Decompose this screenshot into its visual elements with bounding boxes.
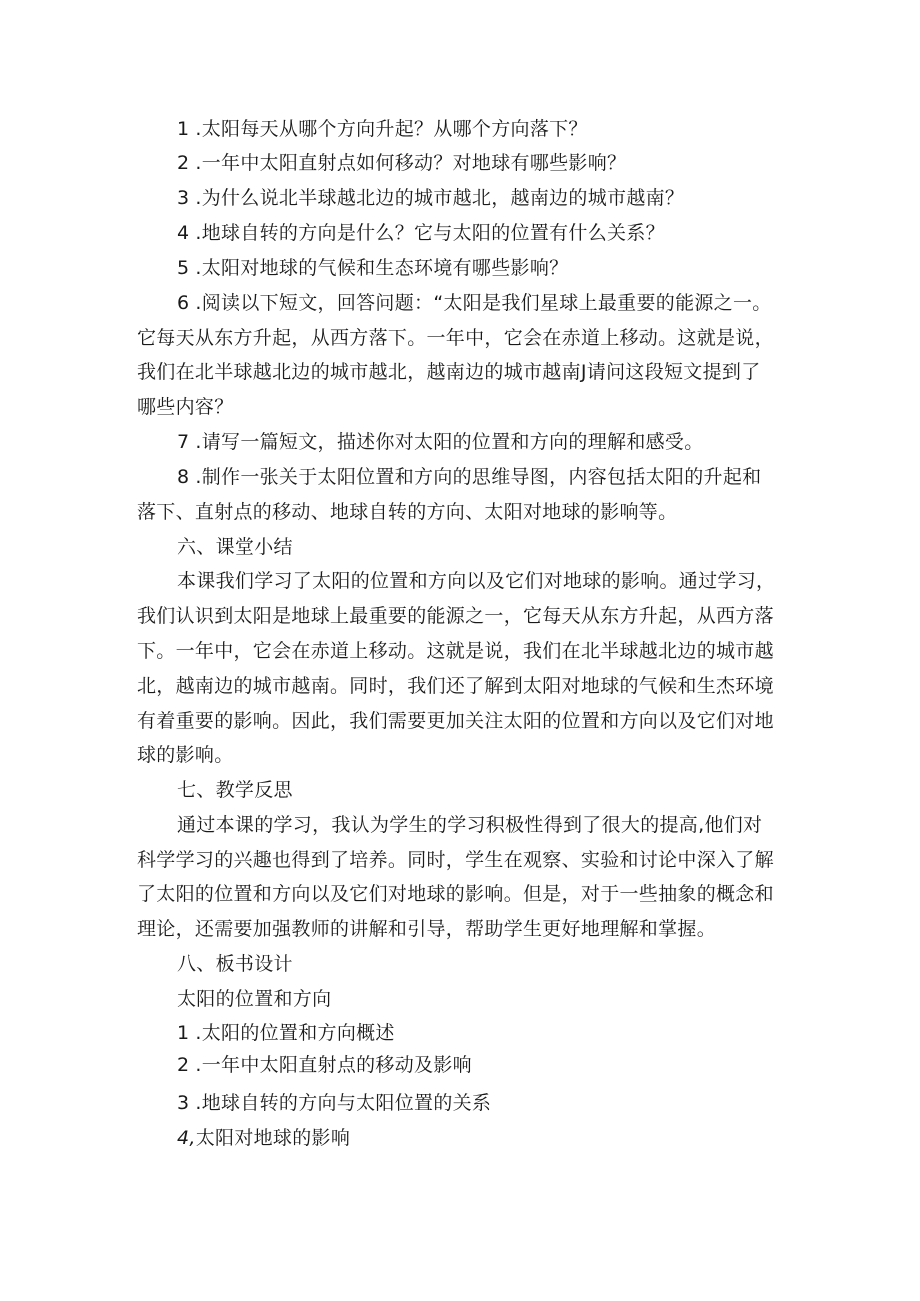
item-text: 太阳对地球的影响 (195, 1127, 351, 1149)
reflection-line-4 (0, 917, 920, 941)
question-number: 5 (177, 257, 190, 279)
question-3 (0, 186, 920, 210)
board-item-2 (0, 1053, 920, 1077)
question-6-line-2 (0, 326, 920, 350)
question-text: .地球自转的方向是什么？它与太阳的位置有什么关系？ (195, 222, 665, 244)
summary-line-4 (0, 674, 920, 698)
paragraph-text: 下。一年中，它会在赤道上移动。这就是说，我们在北半球越北边的城市越 (137, 640, 774, 662)
board-title-text: 太阳的位置和方向 (177, 988, 332, 1010)
question-6-line-1 (0, 291, 772, 315)
question-text: .太阳对地球的气候和生态环境有哪些影响？ (195, 257, 569, 279)
heading-text: 七、教学反思 (177, 779, 293, 801)
item-text: .一年中太阳直射点的移动及影响 (195, 1054, 472, 1076)
board-item-4 (0, 1126, 920, 1150)
summary-line-3 (0, 639, 920, 663)
question-number: 4 (177, 222, 190, 244)
question-8-line-2 (0, 500, 920, 524)
item-text: .太阳的位置和方向概述 (195, 1022, 395, 1044)
paragraph-text: 它每天从东方升起，从西方落下。一年中，它会在赤道上移动。这就是说， (137, 327, 774, 349)
question-8-line-1 (0, 465, 920, 489)
paragraph-text: 了太阳的位置和方向以及它们对地球的影响。但是，对于一些抽象的概念和 (137, 883, 774, 905)
paragraph-text: 有着重要的影响。因此，我们需要更加关注太阳的位置和方向以及它们对地 (137, 710, 774, 732)
summary-line-2 (0, 604, 920, 628)
question-6-line-3 (0, 360, 920, 384)
question-4 (0, 221, 920, 245)
reflection-line-1 (0, 813, 920, 837)
question-number: 7 (177, 431, 190, 453)
question-5 (0, 256, 920, 280)
section-heading-reflection (0, 778, 920, 802)
question-text: .为什么说北半球越北边的城市越北，越南边的城市越南？ (195, 187, 685, 209)
board-title (0, 987, 920, 1011)
paragraph-text: 本课我们学习了太阳的位置和方向以及它们对地球的影响。通过学习， (177, 570, 776, 592)
question-2 (0, 151, 920, 175)
paragraph-text: 通过本课的学习，我认为学生的学习积极性得到了很大的提高,他们对 (177, 814, 763, 836)
question-text: .一年中太阳直射点如何移动？对地球有哪些影响？ (195, 152, 627, 174)
question-number: 1 (177, 118, 190, 140)
item-number: 1 (177, 1022, 190, 1044)
heading-text: 八、板书设计 (177, 953, 293, 975)
item-number: 4, (177, 1127, 196, 1149)
summary-line-1 (0, 569, 920, 593)
paragraph-text: 哪些内容？ (137, 396, 234, 418)
paragraph-text: 科学学习的兴趣也得到了培养。同时，学生在观察、实验和讨论中深入了解 (137, 849, 774, 871)
item-number: 3 (177, 1092, 190, 1114)
section-heading-summary (0, 535, 920, 559)
question-number: 6 (177, 292, 190, 314)
reflection-line-3 (0, 882, 920, 906)
paragraph-text: 北，越南边的城市越南。同时，我们还了解到太阳对地球的气候和生杰环境 (137, 675, 774, 697)
paragraph-text: 落下、直射点的移动、地球自转的方向、太阳对地球的影响等。 (137, 501, 678, 523)
board-item-3 (0, 1091, 920, 1115)
question-text: .制作一张关于太阳位置和方向的思维导图，内容包括太阳的升起和 (195, 466, 762, 488)
item-text: .地球自转的方向与太阳位置的关系 (195, 1092, 492, 1114)
question-7 (0, 430, 920, 454)
question-text: .请写一篇短文，描述你对太阳的位置和方向的理解和感受。 (195, 431, 704, 453)
question-number: 2 (177, 152, 190, 174)
board-item-1 (0, 1021, 920, 1045)
paragraph-text: 我们在北半球越北边的城市越北，越南边的城市越南J请问这段短文提到了 (137, 361, 761, 383)
question-6-line-4 (0, 395, 920, 419)
question-text: .太阳每天从哪个方向升起？从哪个方向落下？ (195, 118, 588, 140)
reflection-line-2 (0, 848, 920, 872)
question-1 (0, 117, 920, 141)
heading-text: 六、课堂小结 (177, 536, 293, 558)
paragraph-text: 球的影响。 (137, 744, 234, 766)
paragraph-text: 我们认识到太阳是地球上最重要的能源之一，它每天从东方升起，从西方落 (137, 605, 774, 627)
section-heading-board (0, 952, 920, 976)
question-number: 8 (177, 466, 190, 488)
question-number: 3 (177, 187, 190, 209)
question-text: .阅读以下短文，回答问题：“太阳是我们星球上最重要的能源之一。 (195, 292, 772, 314)
item-number: 2 (177, 1054, 190, 1076)
paragraph-text: 理论，还需要加强教师的讲解和引导，帮助学生更好地理解和掌握。 (137, 918, 717, 940)
summary-line-6 (0, 743, 920, 767)
summary-line-5 (0, 709, 920, 733)
